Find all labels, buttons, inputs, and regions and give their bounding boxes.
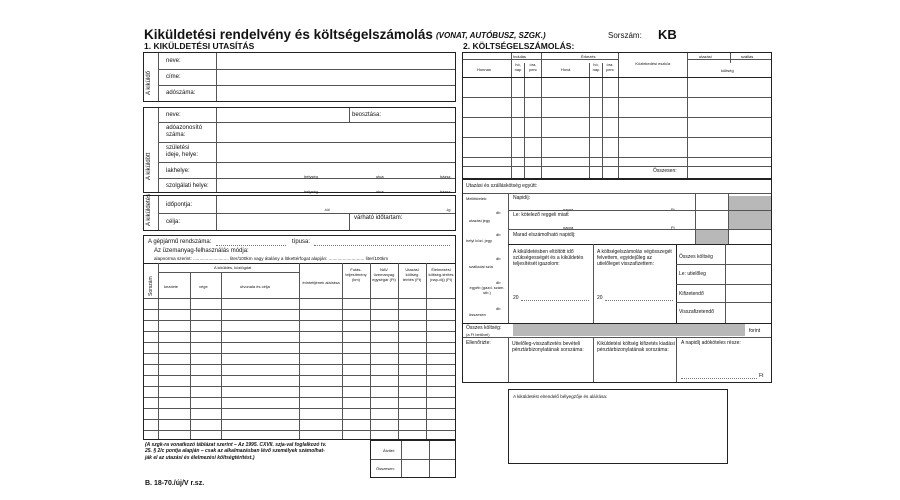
kikuldott-neve-label: neve: [166, 112, 181, 118]
osszes-koltseg-label: Összes költség [679, 254, 713, 260]
napidij-adokoteles-label: A napidíj adóköteles része: [681, 340, 741, 346]
le-utieloleg-label: Le: utielőleg [679, 271, 706, 277]
table-nav-header: NAV üzemanyag egységár (Ft) [372, 267, 396, 282]
table-sorszam-header: Sorszám [148, 276, 154, 296]
lekotelezo-ft: Ft [671, 225, 675, 230]
footer-note-line3: ják el az utazási és élelmezési költségtérítést.) [145, 454, 255, 461]
egyutt-label: Utazási és szálláskötség együtt: [466, 183, 538, 189]
forint-label: forint [749, 328, 761, 334]
kikuldo-cime-label: címe: [166, 74, 181, 80]
kikuldott-lakhelye-label: lakhelye: [166, 168, 190, 174]
gepjarmu-tipusa-label: típusa: [292, 239, 311, 245]
kikuldetes-box [143, 195, 456, 231]
table-kikuldes-header: A kiküldés, közlögdat [214, 265, 252, 270]
kikuldott-vertical-label: A kiküldött [146, 152, 152, 180]
footer-osszesen-label: Összesen: [376, 466, 395, 471]
kikuldo-neve-label: neve: [166, 58, 181, 64]
lekotelezo-label: Le: kötelező reggeli miatt [513, 212, 569, 218]
kifizetendo-label: Kifizetendő [679, 291, 704, 297]
szallas-header: szállás [741, 54, 754, 59]
kiadasi-bizonylat-text: Kiküldetési költség kifizetés kiadási pénztárbizonylatának sorszáma: [597, 341, 675, 353]
ft-betuvel-label: (a Ft betűvel) [466, 332, 490, 337]
footer-atvitel-label: Átvitel: [383, 448, 396, 453]
table-kezdete-header: kezdete [164, 284, 179, 289]
kikuldo-neve-field[interactable] [220, 56, 450, 67]
helyi-kozl-label: helyi közl. jegy [466, 238, 493, 243]
egyeb-label: egyéb (gazd. szám. stb.) [469, 285, 505, 295]
kikuldo-adoszama-field[interactable] [220, 88, 450, 99]
certify-received-text: A költségelszámolás végösszegét felvettem, egyidejűleg az utielőleget visszafizettem: [597, 249, 672, 267]
indulas-ora-perc-header: óra, perc [529, 62, 537, 72]
kikuldetes-vertical-label: A kiküldetés [146, 193, 152, 226]
utazasi-header: utazási [699, 54, 712, 59]
certify-date-prefix-2: 20 [597, 295, 603, 301]
erkezes-ho-nap-header: hó, nap [592, 62, 600, 72]
table-erintett-header: érintettjének aláírása [302, 280, 340, 285]
osszesen-db: db [496, 306, 501, 311]
helyi-jegy-db: db [496, 232, 501, 237]
szolgalati-helyseg-hint: helység [304, 189, 318, 194]
visszafizetendo-label: Visszafizetendő [679, 309, 714, 315]
kikuldo-vertical-label: A kiküldő [146, 70, 152, 95]
kikuldetes-tol: -tól [324, 207, 330, 212]
lakhelye-utca-hint: utca [376, 174, 384, 179]
gepjarmu-box [143, 235, 456, 440]
table-elelmezesi-header: Élelmezési költség-térítés (nap-díj) (Ft) [428, 267, 454, 282]
marad-napidij-label: Marad elszámolható napidíj: [513, 232, 576, 238]
kikuldott-szolgalati-label: szolgálati helye: [166, 183, 209, 189]
kikuldott-szuletesi-label: születési ideje, helye: [166, 145, 199, 158]
footer-note-line1: (A szgk-ra vonatkozó táblázat szerint – Az 1995. CXVII. szja-val foglalkozó tv. [145, 442, 327, 448]
gepjarmu-rendszam-label: A gépjármű rendszáma: [148, 239, 212, 245]
uzemanyag-mod-label: Az üzemanyag-felhasználás módja: [154, 248, 249, 254]
napidij-ft: Ft [671, 207, 675, 212]
koltseg-header: költség [721, 68, 734, 73]
ellenorizte-label: Ellenőrizte: [466, 340, 491, 346]
footer-legal-note [145, 442, 370, 461]
expense-box [462, 179, 772, 383]
kikuldott-box [143, 107, 456, 193]
form-code: B. 18-70./új/V r.sz. [145, 480, 205, 487]
kikuldetes-ig: -ig [446, 207, 451, 212]
szalloda-db: db [496, 256, 501, 261]
form-subtitle: (VONAT, AUTÓBUSZ, SZGK.) [436, 31, 546, 40]
honnan-header: Honnan [477, 67, 492, 72]
form-title: Kiküldetési rendelvény és költségelszámolás [144, 27, 433, 42]
kikuldo-box [143, 52, 456, 102]
utazasi-jegy-db: db [496, 210, 501, 215]
kikuldott-beosztasa-label: beosztása: [352, 112, 382, 118]
kikuldetes-varhato-label: várható időtartam: [354, 215, 403, 221]
indulas-header: Indulás [513, 54, 526, 59]
lekotelezo-napra: napra [563, 225, 574, 230]
egyeb-db: db [496, 280, 501, 285]
szalloda-label: szállodai szla [469, 264, 493, 269]
indulas-ho-nap-header: hó, nap [514, 62, 522, 72]
footer-totals-box [370, 440, 456, 478]
erkezes-header: Érkezés [581, 54, 596, 59]
travel-table [462, 52, 772, 179]
table-utvonala-header: útvonala és célja [240, 284, 270, 289]
serial-label: Sorszám: [608, 31, 642, 40]
certify-date-prefix-1: 20 [513, 295, 519, 301]
utazasi-jegy-label: utazási jegy [469, 218, 491, 223]
napidij-napra: napra [563, 207, 574, 212]
lakhelye-helyseg-hint: helység [304, 174, 318, 179]
kikuldo-adoszama-label: adószáma: [166, 90, 196, 96]
table-utazasi-header: Utazási költség térítés (Ft) [402, 267, 422, 282]
szolgalati-hazsz-hint: házsz. [440, 189, 452, 194]
kikuldetes-celja-label: célja: [166, 219, 181, 225]
kozlekedesi-header: Közlekedési eszköz [635, 61, 671, 66]
section1-title: 1. KIKÜLDETÉSI UTASÍTÁS [144, 41, 255, 51]
uzemanyag-norma-label: alapnorma szerint: ............................ liter/100km vagy átalány a lökettérfogat alapján: ............................ liter/100km [154, 256, 389, 261]
osszes-koltseg-words-label: Összes költség: [466, 325, 502, 331]
section2-title: 2. KÖLTSÉGELSZÁMOLÁS: [463, 41, 575, 51]
table-futas-header: Futás-teljesítmény (km) [345, 267, 367, 282]
kikuldott-adoazonosito-label: adóazonosító száma: [166, 125, 203, 138]
kikuldo-cime-field[interactable] [220, 72, 450, 83]
serial-value: KB [658, 27, 677, 42]
stamp-box [508, 389, 728, 464]
kikuldetes-idopontja-label: időpontja: [166, 202, 193, 208]
certify-time-text: A kiküldetésben eltöltött idő szükségességét és a kiküldetés teljesítését igazolom: [513, 249, 584, 267]
osszesen-small-label: összesen [469, 312, 486, 317]
travel-osszesen-label: Összesen: [653, 168, 677, 174]
mellekletek-label: Mellékletek: [466, 196, 488, 201]
utieloleg-bizonylat-text: Utielőleg-visszafizetés bevételi pénztárbizonylatának sorszáma: [512, 341, 584, 353]
lakhelye-hazsz-hint: házsz. [440, 174, 452, 179]
stamp-label: A kiküldetést elrendelő bélyegzője és aláírása: [513, 394, 608, 399]
table-vege-header: vége [199, 284, 208, 289]
erkezes-ora-perc-header: óra, perc [606, 62, 614, 72]
szolgalati-utca-hint: utca [376, 189, 384, 194]
hova-header: Hová [561, 67, 571, 72]
adokoteles-ft: Ft [759, 373, 764, 379]
napidij-label: Napidíj: [513, 195, 530, 201]
footer-note-line2: 25. § 2/c pontja alapján – csak az alkalmazásban lévő személyek számolhat- [145, 448, 325, 455]
